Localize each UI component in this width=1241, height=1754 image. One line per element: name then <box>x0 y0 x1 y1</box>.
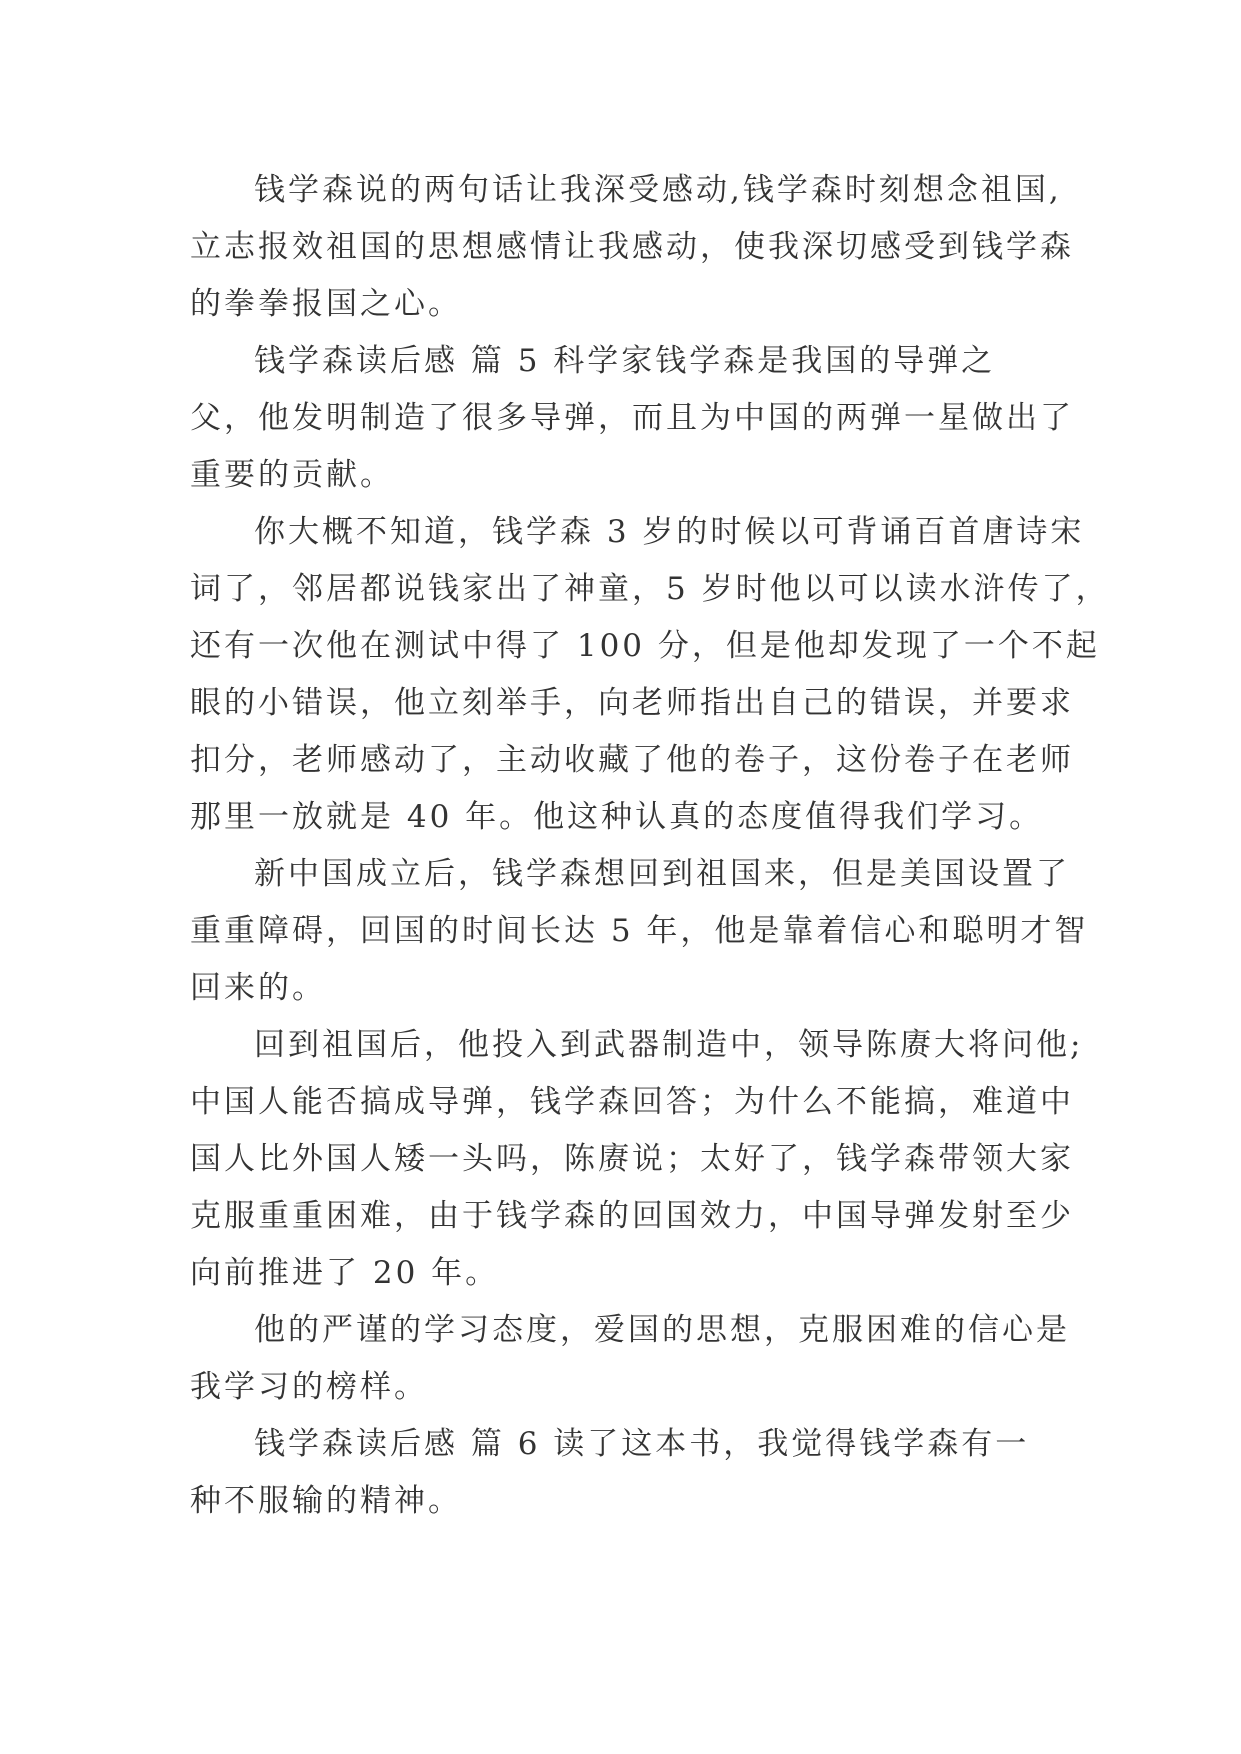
section-heading-line: 钱学森读后感 篇 5 科学家钱学森是我国的导弹之 <box>254 343 996 379</box>
text-line: 克服重重困难，由于钱学森的回国效力，中国导弹发射至少 <box>190 1198 1074 1234</box>
text-line: 还有一次他在测试中得了 100 分，但是他却发现了一个不起 <box>190 628 1100 664</box>
text-line: 立志报效祖国的思想感情让我感动，使我深切感受到钱学森 <box>190 229 1074 265</box>
text-line: 种不服输的精神。 <box>190 1483 462 1519</box>
text-line: 眼的小错误，他立刻举手，向老师指出自己的错误，并要求 <box>190 685 1074 721</box>
text-line: 扣分，老师感动了，主动收藏了他的卷子，这份卷子在老师 <box>190 742 1074 778</box>
text-line: 国人比外国人矮一头吗，陈赓说；太好了，钱学森带领大家 <box>190 1141 1074 1177</box>
text-line: 你大概不知道，钱学森 3 岁的时候以可背诵百首唐诗宋 <box>254 514 1085 550</box>
text-line: 重重障碍，回国的时间长达 5 年，他是靠着信心和聪明才智 <box>190 913 1089 949</box>
text-line: 向前推进了 20 年。 <box>190 1255 500 1291</box>
text-line: 中国人能否搞成导弹，钱学森回答；为什么不能搞，难道中 <box>190 1084 1074 1120</box>
text-line: 那里一放就是 40 年。他这种认真的态度值得我们学习。 <box>190 799 1044 835</box>
text-line: 父，他发明制造了很多导弹，而且为中国的两弹一星做出了 <box>190 400 1074 436</box>
text-line: 回来的。 <box>190 970 326 1006</box>
section-heading-line: 钱学森读后感 篇 6 读了这本书，我觉得钱学森有一 <box>254 1426 1030 1462</box>
text-line: 新中国成立后，钱学森想回到祖国来，但是美国设置了 <box>254 856 1070 892</box>
text-line: 他的严谨的学习态度，爱国的思想，克服困难的信心是 <box>254 1312 1070 1348</box>
text-line: 的拳拳报国之心。 <box>190 286 462 322</box>
text-line: 重要的贡献。 <box>190 457 394 493</box>
text-line: 回到祖国后，他投入到武器制造中，领导陈赓大将问他; <box>254 1027 1084 1063</box>
text-line: 钱学森说的两句话让我深受感动,钱学森时刻想念祖国, <box>254 172 1062 208</box>
text-line: 我学习的榜样。 <box>190 1369 428 1405</box>
text-line: 词了，邻居都说钱家出了神童，5 岁时他以可以读水浒传了， <box>190 571 1110 607</box>
